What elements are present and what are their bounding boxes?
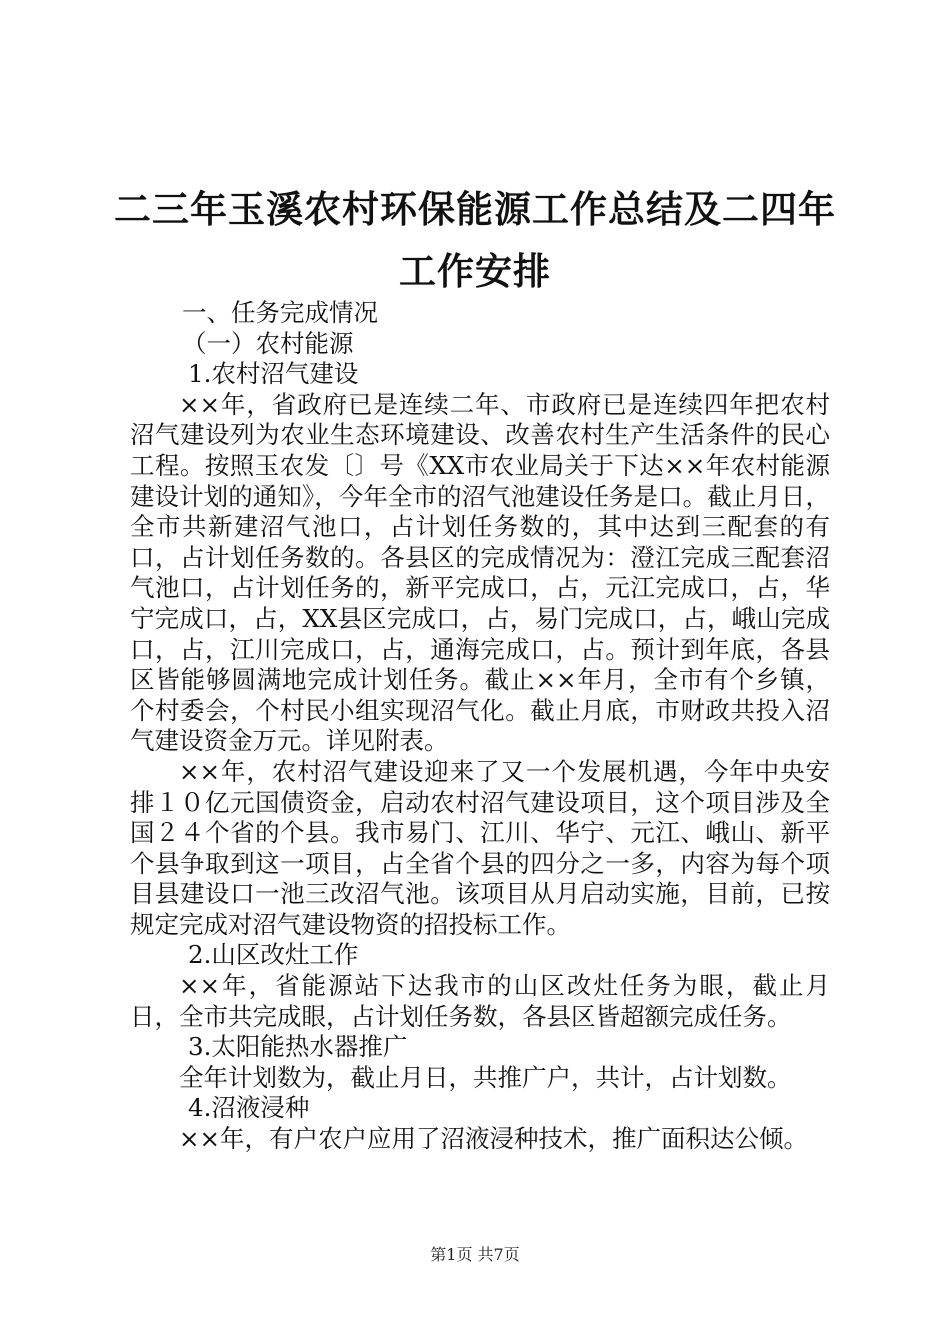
body-paragraph: ××年，农村沼气建设迎来了又一个发展机遇，今年中央安排１０亿元国债资金，启动农村沼气建设项目，这个项目涉及全国２４个省的个县。我市易门、江川、华宁、元江、峨山、新平个县争取到这一项目，占全省个县的四分之一多，内容为每个项目县建设口一池三改沼气池。该项目从月启动实施，目前，已按规定完成对沼气建设物资的招投标工作。 — [130, 756, 830, 939]
body-paragraph: ××年，省能源站下达我市的山区改灶任务为眼，截止月日，全市共完成眼，占计划任务数，各县区皆超额完成任务。 — [130, 971, 830, 1031]
item-heading-biogas: 1.农村沼气建设 — [188, 359, 359, 389]
body-paragraph: ××年，有户农户应用了沼液浸种技术，推广面积达公倾。 — [179, 1124, 809, 1154]
body-paragraph: ××年，省政府已是连续二年、市政府已是连续四年把农村沼气建设列为农业生态环境建设、改善农村生产生活条件的民心工程。按照玉农发〔〕号《XX市农业局关于下达××年农村能源建设计划的通知》，今年全市的沼气池建设任务是口。截止月日，全市共新建沼气池口，占计划任务数的，其中达到三配套的有口，占计划任务数的。各县区的完成情况为：澄江完成三配套沼气池口，占计划任务的，新平完成口，占，元江完成口，占，华宁完成口，占，XX县区完成口，占，易门完成口，占，峨山完成口，占，江川完成口，占，通海完成口，占。预计到年底，各县区皆能够圆满地完成计划任务。截止××年月，全市有个乡镇，个村委会，个村民小组实现沼气化。截止月底，市财政共投入沼气建设资金万元。详见附表。 — [130, 389, 830, 756]
item-heading-stove: 2.山区改灶工作 — [188, 940, 359, 970]
document-body — [130, 298, 830, 1155]
body-paragraph: 全年计划数为，截止月日，共推广户，共计，占计划数。 — [179, 1062, 792, 1092]
item-heading-solar: 3.太阳能热水器推广 — [188, 1032, 408, 1062]
section-heading: 一、任务完成情况 — [182, 298, 378, 327]
page-title: 二三年玉溪农村环保能源工作总结及二四年工作安排 — [114, 187, 836, 293]
subsection-heading: （一）农村能源 — [182, 328, 354, 358]
page-number-footer: 第1页 共7页 — [430, 1245, 520, 1264]
item-heading-seed: 4.沼液浸种 — [188, 1093, 310, 1123]
